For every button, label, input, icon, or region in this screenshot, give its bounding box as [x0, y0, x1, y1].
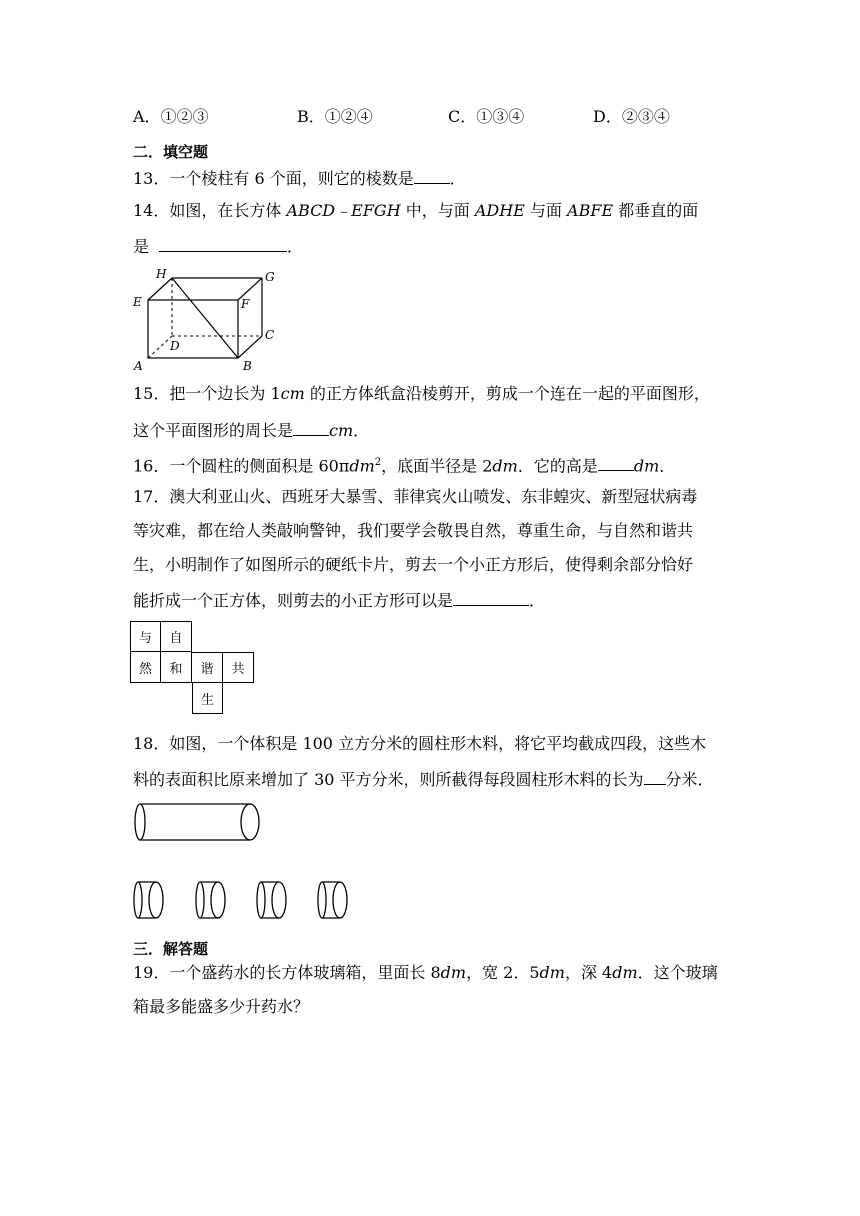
q16-p2: ，底面半径是 2	[381, 456, 493, 476]
label-h: H	[156, 267, 167, 281]
cuboid-diagonal-hb	[172, 278, 238, 358]
question-16	[133, 454, 675, 475]
question-17-line2: 等灾难，都在给人类敲响警钟，我们要学会敬畏自然，尊重生命，与自然和谐共	[133, 521, 694, 540]
option-d-text: ②③④	[621, 107, 670, 126]
q14-blank	[159, 236, 287, 252]
net-cell-yu: 与	[130, 621, 161, 652]
q13-text: 13．一个棱柱有 6 个面，则它的棱数是	[133, 169, 414, 188]
cuboid-edge-bc	[238, 336, 262, 358]
question-15-line1	[133, 385, 710, 403]
q14-face2: ABFE	[567, 201, 614, 220]
net-cell-sheng: 生	[192, 683, 223, 714]
net-cell-he: 和	[161, 652, 192, 683]
section-solve-heading: 三．解答题	[133, 940, 209, 958]
short-cylinder-2	[196, 882, 225, 918]
question-15-line2	[133, 420, 369, 440]
net-cell-gong: 共	[223, 652, 254, 683]
net-cell-zi: 自	[161, 621, 192, 652]
q15-period: ．	[353, 421, 370, 440]
q13-blank	[414, 168, 450, 184]
q14-line2: 是	[133, 237, 150, 256]
section-fill-in-heading: 二．填空题	[133, 143, 209, 161]
q16-unit2: dm	[492, 456, 518, 476]
q16-p3: ．它的高是	[517, 456, 598, 476]
q16-period: ．	[659, 456, 676, 476]
option-b	[297, 108, 373, 126]
q18-line2: 料的表面积比原来增加了 30 平方分米，则所截得每段圆柱形木料的长为	[133, 770, 644, 789]
long-cylinder-left-end	[135, 804, 145, 840]
q17-period: ．	[529, 591, 546, 610]
option-c	[448, 108, 524, 126]
q14-p2: 中，与面	[400, 201, 475, 220]
option-a-letter: A．	[133, 107, 161, 126]
q19-p4: ．这个玻璃	[637, 963, 718, 982]
q15-line2: 这个平面图形的周长是	[133, 421, 294, 440]
q16-p1: 16．一个圆柱的侧面积是 60π	[133, 456, 350, 476]
q16-sup: 2	[374, 457, 382, 468]
q14-p1: 14．如图，在长方体	[133, 201, 287, 220]
q19-unit2: dm	[539, 963, 565, 982]
short-cylinder-1	[134, 882, 163, 918]
q15-unit-end: cm	[329, 421, 354, 440]
q19-unit3: dm	[612, 963, 638, 982]
option-d	[593, 108, 670, 126]
q19-p3: ，深 4	[564, 963, 613, 982]
q14-period: ．	[287, 237, 304, 256]
question-19-line1	[133, 964, 718, 982]
label-d: D	[170, 339, 180, 353]
net-cell-xie: 谐	[192, 652, 223, 683]
q16-blank	[598, 455, 634, 471]
question-18-line2	[133, 769, 714, 789]
option-d-letter: D．	[593, 107, 622, 126]
q15-p1: 15．把一个边长为 1	[133, 384, 281, 403]
net-cell-ran: 然	[130, 652, 161, 683]
label-b: B	[243, 359, 252, 373]
q16-unit1: dm	[349, 456, 375, 476]
question-13	[133, 168, 466, 188]
short-cylinders-figure	[130, 876, 370, 926]
question-19-line2: 箱最多能盛多少升药水？	[133, 997, 310, 1016]
q18-blank	[644, 769, 666, 785]
q16-unit3: dm	[633, 456, 660, 476]
short-cylinder-3	[257, 882, 286, 918]
label-e: E	[133, 295, 142, 309]
cuboid-front-face	[148, 300, 238, 358]
q18-line2-end: 分米．	[665, 770, 714, 789]
question-18-line1: 18．如图，一个体积是 100 立方分米的圆柱形木料，将它平均截成四段，这些木	[133, 734, 707, 753]
option-a-text: ①②③	[160, 107, 209, 126]
q15-p2: 的正方体纸盒沿棱剪开，剪成一个连在一起的平面图形，	[304, 384, 710, 403]
cuboid-figure	[130, 266, 280, 376]
question-17-line1: 17．澳大利亚山火、西班牙大暴雪、菲律宾火山喷发、东非蝗灾、新型冠状病毒	[133, 487, 698, 506]
cube-net-figure	[130, 621, 260, 717]
label-g: G	[265, 270, 275, 284]
option-c-text: ①③④	[476, 107, 525, 126]
q14-p4: 都垂直的面	[613, 201, 699, 220]
long-cylinder-figure	[130, 798, 270, 848]
label-f: F	[241, 297, 250, 311]
label-a: A	[134, 359, 143, 373]
label-c: C	[265, 328, 275, 342]
question-17-line4	[133, 590, 545, 610]
cuboid-edge-eh	[148, 278, 172, 300]
question-14-line1	[133, 202, 698, 220]
q14-p3: 与面	[524, 201, 568, 220]
option-b-letter: B．	[297, 107, 325, 126]
question-17-line3: 生，小明制作了如图所示的硬纸卡片，剪去一个小正方形后，使得剩余部分恰好	[133, 555, 694, 574]
option-c-letter: C．	[448, 107, 477, 126]
q15-unit: cm	[280, 384, 305, 403]
q14-face1: ADHE	[474, 201, 525, 220]
q13-period: ．	[449, 169, 466, 188]
q17-line4: 能折成一个正方体，则剪去的小正方形可以是	[133, 591, 454, 610]
cuboid-edge-ad	[148, 336, 172, 358]
long-cylinder-right-end	[241, 804, 259, 840]
q19-unit1: dm	[440, 963, 467, 982]
q19-p2: ，宽 2．5	[466, 963, 540, 982]
q17-blank	[453, 590, 529, 606]
option-b-text: ①②④	[324, 107, 373, 126]
short-cylinder-4	[318, 882, 347, 918]
q19-p1: 19．一个盛药水的长方体玻璃箱，里面长 8	[133, 963, 441, 982]
option-a	[133, 108, 209, 126]
q15-blank	[293, 420, 329, 436]
q14-box-name: ABCD﹣EFGH	[286, 201, 401, 220]
question-14-line2	[133, 236, 303, 256]
